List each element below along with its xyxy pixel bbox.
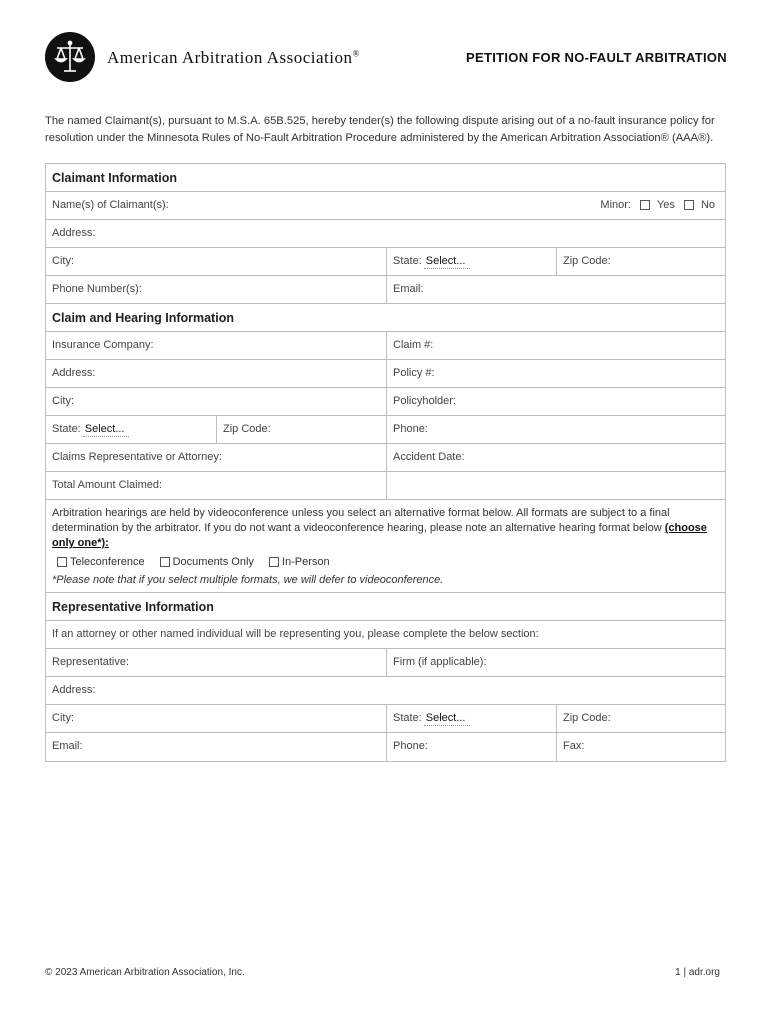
representative-email-field[interactable]: Email: — [52, 740, 83, 752]
representative-zip-field[interactable]: Zip Code: — [556, 705, 725, 732]
documents-only-checkbox[interactable] — [160, 557, 170, 567]
hearing-format-note: *Please note that if you select multiple formats, we will defer to videoconference. — [52, 574, 444, 586]
organization-name: American Arbitration Association® — [107, 48, 360, 67]
insurer-phone-field[interactable]: Phone: — [386, 416, 725, 443]
claimant-names-field[interactable]: Name(s) of Claimant(s): — [52, 199, 169, 211]
petition-form — [45, 163, 726, 762]
section-heading-claim: Claim and Hearing Information — [52, 311, 234, 325]
policyholder-field[interactable]: Policyholder: — [386, 388, 725, 415]
minor-yes-checkbox[interactable] — [640, 200, 650, 210]
representative-phone-field[interactable]: Phone: — [386, 733, 556, 761]
total-amount-blank — [386, 472, 725, 499]
footer-page-number: 1 | adr.org — [675, 967, 720, 978]
claim-number-field[interactable]: Claim #: — [386, 332, 725, 359]
footer-copyright: © 2023 American Arbitration Association, Inc. — [45, 967, 245, 978]
hearing-format-options: Teleconference Documents Only In-Person — [52, 556, 719, 568]
policy-number-field[interactable]: Policy #: — [386, 360, 725, 387]
total-amount-field[interactable]: Total Amount Claimed: — [52, 479, 163, 491]
hearing-format-block — [46, 500, 725, 593]
claimant-city-field[interactable]: City: — [52, 255, 74, 267]
representative-intro: If an attorney or other named individual will be representing you, please complete the below section: — [52, 628, 539, 640]
document-title: PETITION FOR NO-FAULT ARBITRATION — [466, 50, 727, 65]
minor-group: Minor: Yes No — [600, 199, 715, 211]
accident-date-field[interactable]: Accident Date: — [386, 444, 725, 471]
representative-address-field[interactable]: Address: — [52, 684, 96, 696]
intro-paragraph: The named Claimant(s), pursuant to M.S.A. 65B.525, hereby tender(s) the following dispute arising out of a no-fault insurance policy for resolution under the Minnesota Rules of No-Fault Arbitration Procedure administered by the American Arbitration Association® (AAA®). — [45, 115, 715, 144]
representative-state-select[interactable]: Select... — [424, 712, 470, 726]
insurer-state-select[interactable]: Select... — [83, 423, 129, 437]
representative-fax-field[interactable]: Fax: — [556, 733, 725, 761]
insurer-city-field[interactable]: City: — [52, 395, 74, 407]
representative-name-field[interactable]: Representative: — [52, 656, 130, 668]
representative-state-field: State: Select... — [386, 705, 556, 732]
section-heading-representative: Representative Information — [52, 600, 214, 614]
claimant-zip-field[interactable]: Zip Code: — [556, 248, 725, 275]
claimant-state-field: State: Select... — [386, 248, 556, 275]
in-person-checkbox[interactable] — [269, 557, 279, 567]
claimant-address-field[interactable]: Address: — [52, 227, 96, 239]
section-heading-claimant: Claimant Information — [52, 171, 178, 185]
firm-field[interactable]: Firm (if applicable): — [386, 649, 725, 676]
representative-city-field[interactable]: City: — [52, 712, 74, 724]
claims-rep-field[interactable]: Claims Representative or Attorney: — [52, 451, 222, 463]
minor-no-checkbox[interactable] — [684, 200, 694, 210]
claimant-phone-field[interactable]: Phone Number(s): — [52, 283, 142, 295]
hearing-format-text: Arbitration hearings are held by videoconference unless you select an alternative format below. All formats are subject to a final determination by the arbitrator. If you do not want a videoconference hearing, please note an alternative hearing format below (choose only one*): — [52, 507, 707, 549]
insurer-zip-field[interactable]: Zip Code: — [216, 416, 386, 443]
claimant-email-field[interactable]: Email: — [386, 276, 725, 303]
insurance-company-field[interactable]: Insurance Company: — [52, 339, 154, 351]
claimant-state-select[interactable]: Select... — [424, 255, 470, 269]
insurer-state-field: State: Select... — [46, 416, 216, 443]
insurer-address-field[interactable]: Address: — [52, 367, 96, 379]
header — [45, 32, 727, 84]
teleconference-checkbox[interactable] — [57, 557, 67, 567]
scales-of-justice-logo-icon — [45, 32, 95, 82]
